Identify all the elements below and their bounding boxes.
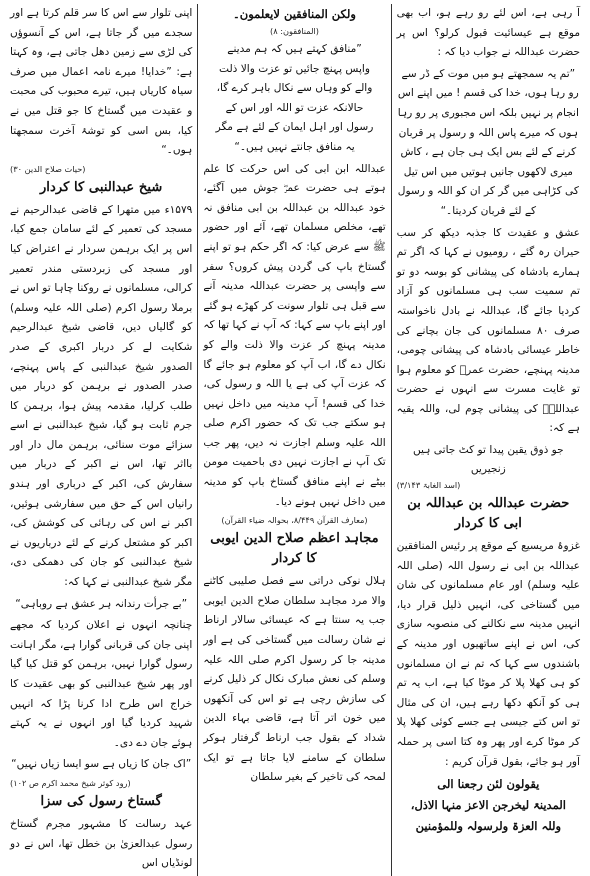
column-middle [198,4,391,876]
paragraph: چنانچہ انہوں نے اعلان کردیا کہ مجھے اپنی جان کی قربانی گوارا ہے، مگر اہانت رسول گوارا نہیں، برہمن کو قتل کیا گیا اور پھر شیخ عبدالنبی کو بھی عقیدت کا خراج اس طرح ادا کرنا پڑا کہ انہیں شہید کردیا گیا اور انہوں نے یہ کہتے ہوئے جان دے دی۔ [10,619,193,749]
quote: ”منافق کہتے ہیں کہ ہم مدینے واپس پہنچ جائیں تو عزت والا ذلت والے کو وہاں سے نکال باہر کرے گا، حالانکہ عزت تو اللہ اور اس کے رسول اور اہل ایمان کے لئے ہے مگر یہ منافق جانتے نہیں ہیں۔“ [215,43,374,153]
paragraph: اپنی تلوار سے اس کا سر قلم کرتا ہے اور سجدے میں گر جاتا ہے، اس کے آنسوؤں کی لڑی سے زمین دھل جاتی ہے، وہ کہتا ہے: ”خدایا! میرے نامہ اعمال میں صرف سیاہ کاریاں ہیں، تیرے محبوب کی محبت و عقیدت میں گستاخ کا جو قتل میں نے کیا، بس اسی کو توشۂ آخرت سمجھتا ہوں۔“ [10,7,193,157]
paragraph: ہلال نوکی دراتی سے فصل صلیبی کاٹنے والا مرد مجاہد سلطان صلاح الدین ایوبی جب یہ سنتا ہے کہ عیسائی سالار ارناط نے شان رسالت میں گستاخی کی ہے اور مدینہ جا کر رسول اکرم صلی اللہ علیہ وسلم کی نعش مبارک نکال کر ذلیل کرنے کی سازش رچی ہے تو اس کی آنکھوں میں خون اتر آتا ہے، قاضی بہاء الدین شداد کے بقول جب ارناط گرفتار ہوکر سلطان کے سامنے لایا جاتا ہے تو ایک لمحہ کی تاخیر کے بغیر سلطان [203,575,386,784]
paragraph: عبداللہ ابن ابی کی اس حرکت کا علم ہوتے ہی حضرت عمرؓ جوش میں آگئے، خود عبداللہ بن عبداللہ بن ابی منافق نہ تھے، مخلص مسلمان تھے، آئے اور حضور ﷺ سے عرض کیا: کہ اگر حکم ہو تو اپنے گستاخ باپ کی گردن پیش کروں؟ سفر سے واپسی پر حضرت عبداللہ مدینہ آنے سے قبل ہی تلوار سونت کر کھڑے ہو گئے اور اپنے باپ سے کہا: کہ آپ نے کہا تھا کہ مدینہ پہنچ کر عزت والا ذلت والے کو نکال دے گا، اب آپ کو معلوم ہو جائے گا کہ عزت آپ کی ہے یا اللہ و رسول کی، خدا کی قسم! آپ مدینہ میں داخل نہیں ہو سکتے جب تک کہ حضور اکرم صلی اللہ علیہ وسلم اجازت نہ دیں، پھر جب تک آپ نے اجازت نہیں دی باحمیت مومن بیٹے نے اپنے منافق گستاخ باپ کو مدینہ میں داخل نہیں ہونے دیا۔ [203,162,386,508]
column-right [392,4,585,876]
section-heading: حضرت عبداللہ بن عبداللہ بن ابی کا کردار [407,496,570,532]
paragraph: آ رہی ہے، اس لئے رو رہے ہو، اب بھی موقع ہے عیسائیت قبول کرلو؟ اس پر حضرت عبداللہ نے جواب دیا کہ : [396,7,580,59]
poetry-verse: جو ذوق یقین پیدا تو کٹ جاتی ہیں زنجیریں [412,444,564,476]
arabic-verse: ولکن المنافقین لایعلمون۔ [233,7,356,21]
arabic-verse: المدینۃ لیخرجن الاعز منہا الاذل، [410,798,566,813]
paragraph: عہد رسالت کا مشہور مجرم گستاخ رسول عبدالعزیٰ بن خطل تھا، اس نے دو لونڈیاں اس [10,817,193,870]
paragraph: ۱۵۷۹ء میں متھرا کے قاضی عبدالرحیم نے مسجد کی تعمیر کے لئے سامان جمع کیا، اس پر ایک برہمن سردار نے اعتراض کیا اور مسجد کی زبردستی مندر تعمیر کرالی، مسلمانوں نے روکنا چاہا تو اس نے برملا رسول اکرم (صلی اللہ علیہ وسلم) کو گالیاں دیں، قاضی شیخ عبدالرحیم شکایت لے کر دربار اکبری کے صدر الصدور شیخ عبدالنبی کے پاس پہنچے، صدر الصدور نے برہمن کو دربار میں طلب کرلیا، مقدمہ پیش ہوا، برہمن کا جرم ثابت ہو گیا، شیخ عبدالنبی نے اسے سزائے موت سنائی، برہمن مال دار اور بااثر تھا، اس نے اکبر کے دربار میں سفارش کی، اکبر کے درباری اور ہندو رانیاں اس کے حق میں سفارشی ہوئیں، اکبر نے اس کی رہائی کی کوشش کی، اکبر کو مشتعل کرنے کے لئے درباریوں نے شیخ عبدالنبی کو جان کی دھمکی دی، مگر شیخ عبدالنبی نے کہا کہ: [10,203,193,589]
paragraph: غزوۂ مریسیع کے موقع پر رئیس المنافقین عبداللہ بن ابی نے رسول اللہ (صلی اللہ علیہ وسلم) اور عام مسلمانوں کی شان میں گستاخی کی، انہیں ذلیل قرار دیا، انہیں مدینہ سے نکالنے کی منصوبہ سازی کی، اس نے اپنے ساتھیوں اور مدینہ کے باشندوں سے کہا کہ تم نے ان مسلمانوں کو ہی کھلا پلا کر موٹا کیا ہے، اب یہ تم ہی کو آنکھ دکھا رہے ہیں، ان کی مثال تو اس کتے جیسی ہے جسے کوئی کھلا پلا کر موٹا کرے اور پھر وہ کتا اسی پر حملہ آور ہو جائے، بقول قرآن کریم : [396,540,580,768]
reference: (اسد الغابۃ ۳/۱۴۳) [396,480,461,491]
reference: (المنافقون: ۸) [270,26,319,36]
arabic-verse: وللہ العزۃ ولرسولہ وللمؤمنین [415,819,562,834]
quote: ”تم یہ سمجھتے ہو میں موت کے ڈر سے رو رہا ہوں، خدا کی قسم ! میں اپنے اس انجام پر نہیں بلکہ اس مجبوری پر رو رہا ہوں کہ میرے پاس اللہ و رسول پر قربان کرنے کے لئے بس ایک ہی جان ہے ، کاش میری لاکھوں جانیں ہوتیں میں اس تیل کی کڑاہی میں گر کر ان کو اللہ و رسول کے لئے قربان کردیتا۔“ [397,67,579,217]
paragraph: عشق و عقیدت کا جذبہ دیکھ کر سب حیران رہ گئے ، رومیوں نے کہا کہ اگر تم ہمارے بادشاہ کی پیشانی کو بوسہ دو تو تم سمیت سب ہی مسلمانوں کو آزاد کردیا جائے گا، عبداللہ نے بادل ناخواستہ صرف ۸۰ مسلمانوں کی جان بچانے کی خاطر عیسائی بادشاہ کی پیشانی چومی، مدینہ پہنچے، حضرت عمرؓ کو معلوم ہوا تو غایت مسرت سے انہوں نے حضرت عبداللہؓ کی پیشانی چوم لی، واللہ یقیہ ہے کہ: [396,226,580,435]
reference: (معارف القرآن ۸/۴۴۹، بحوالہ ضیاء القرآن) [221,515,368,526]
arabic-verse: یقولون لئن رجعنا الی [437,777,540,792]
section-heading: گستاخ رسول کی سزا [40,793,162,809]
reference: (حیات صلاح الدین ۳۰) [10,163,86,174]
section-heading: شیخ عبدالنبی کا کردار [39,179,163,195]
quote: ”اک جان کا زیاں ہے سو ایسا زیاں نہیں“ [11,758,192,771]
reference: (رود کوثر شیخ محمد اکرم ص ۱۰۲) [10,777,131,788]
quote: ”بے جرأت رندانہ ہر عشق ہے روباہی“ [15,597,188,610]
column-left [5,4,198,876]
section-heading: مجاہد اعظم صلاح الدین ایوبی کا کردار [210,531,379,567]
